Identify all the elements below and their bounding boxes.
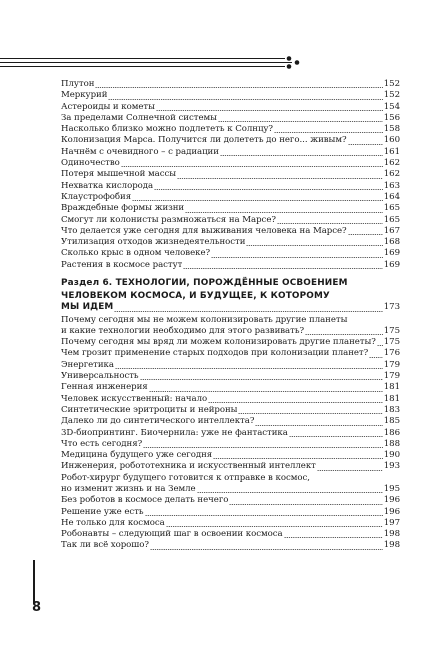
toc-entry-title: Что есть сегодня? (61, 438, 143, 449)
dot-leader (348, 234, 383, 235)
toc-entry-title: Что делается уже сегодня для выживания человека на Марсе? (61, 225, 347, 236)
toc-entry-page: 198 (383, 540, 400, 551)
toc-entry-page: 196 (383, 495, 400, 506)
toc-entry-page: 161 (383, 146, 400, 157)
toc-entry-what-today[interactable] (61, 439, 400, 450)
dot-leader (377, 345, 383, 346)
dot-leader (150, 549, 383, 550)
dot-leader (289, 436, 383, 437)
dot-leader (305, 334, 383, 335)
dot-leader (284, 537, 383, 538)
toc-entry-page: 195 (383, 483, 400, 494)
toc-entry-page: 193 (383, 461, 400, 472)
toc-entry-mercury[interactable] (61, 90, 400, 101)
toc-entry-claustrophobia[interactable] (61, 192, 400, 203)
toc-entry-title: Потеря мышечной массы (61, 169, 177, 180)
toc-entry-muscle-loss[interactable] (61, 169, 400, 180)
dot-leader (149, 391, 383, 392)
toc-entry-title: За пределами Солнечной системы (61, 112, 217, 123)
toc-entry-pluto[interactable] (61, 79, 400, 90)
toc-entry-title: Смогут ли колонисты размножаться на Марсе? (61, 214, 276, 225)
toc-entry-waste[interactable] (61, 237, 400, 248)
dot-leader (255, 425, 382, 426)
toc-entry-title: Медицина будущего уже сегодня (61, 450, 213, 461)
toc-entry-title: Решение уже есть (61, 506, 144, 517)
toc-entry-title: Почему сегодня мы не можем колонизировать другие планеты (61, 314, 348, 325)
toc-entry-title: Одиночество (61, 158, 120, 169)
toc-entry-title: Так ли всё хорошо? (61, 540, 149, 551)
toc-entry-title: но изменит жизнь и на Земле (61, 483, 196, 494)
toc-entry-artificial-human[interactable] (61, 394, 400, 405)
dot-leader (156, 110, 383, 111)
toc-entry-page: 156 (383, 112, 400, 123)
toc-entry-asteroids[interactable] (61, 102, 400, 113)
toc-entry-page: 169 (383, 259, 400, 270)
toc-entry-page: 162 (383, 169, 400, 180)
dot-leader (246, 245, 382, 246)
toc-entry-page: 162 (383, 158, 400, 169)
toc-entry-energy[interactable] (61, 360, 400, 371)
dot-leader (277, 223, 383, 224)
dot-leader (369, 357, 383, 358)
dot-leader (115, 368, 383, 369)
toc-entry-page: 175 (383, 337, 400, 348)
dot-leader (274, 132, 383, 133)
toc-entry-page: 197 (383, 517, 400, 528)
dot-leader (348, 144, 383, 145)
toc-entry-robot-surgeon[interactable] (61, 473, 400, 496)
toc-entry-title: Утилизация отходов жизнедеятельности (61, 237, 246, 248)
toc-entry-title: Универсальность (61, 371, 139, 382)
toc-entry-title: Начнём с очевидного – с радиации (61, 146, 219, 157)
toc-entry-page: 198 (383, 529, 400, 540)
dot-leader (220, 155, 383, 156)
toc-entry-title: Враждебные формы жизни (61, 203, 185, 214)
toc-entry-title: Энергетика (61, 359, 114, 370)
toc-entry-no-robots[interactable] (61, 495, 400, 506)
section-title-line: МЫ ИДЁМ (61, 302, 114, 313)
toc-entry-page: 179 (383, 359, 400, 370)
toc-entry-robonauts[interactable] (61, 529, 400, 540)
toc-entry-unlikely-colonize[interactable] (61, 337, 400, 348)
toc-entry-title: Сколько крыс в одном человеке? (61, 248, 211, 259)
toc-entry-survival-today[interactable] (61, 226, 400, 237)
dot-leader (238, 413, 382, 414)
toc-entry-solution[interactable] (61, 507, 400, 518)
toc-entry-title: Робот-хирург будущего готовится к отправке в космос, (61, 472, 310, 483)
toc-entry-page: 163 (383, 180, 400, 191)
header-decoration (0, 0, 443, 80)
toc-entry-synthetic-intellect[interactable] (61, 416, 400, 427)
table-of-contents (61, 79, 400, 552)
toc-entry-mars-colonization[interactable] (61, 135, 400, 146)
toc-entry-title: Инженерия, робототехника и искусственный интеллект (61, 461, 316, 472)
toc-entry-all-good[interactable] (61, 540, 400, 551)
toc-entry-rats[interactable] (61, 248, 400, 259)
toc-entry-page: 190 (383, 450, 400, 461)
toc-entry-page: 165 (383, 214, 400, 225)
toc-entry-title: Человек искусственный: начало (61, 393, 208, 404)
dot-leader (108, 99, 382, 100)
toc-entry-page: 188 (383, 438, 400, 449)
toc-entry-loneliness[interactable] (61, 158, 400, 169)
toc-entry-title: Синтетические эритроциты и нейроны (61, 404, 238, 415)
toc-entry-radiation[interactable] (61, 147, 400, 158)
page-margin-bar (33, 560, 35, 604)
toc-entry-title: Генная инженерия (61, 382, 148, 393)
toc-entry-title: Плутон (61, 79, 95, 89)
toc-entry-page: 160 (383, 135, 400, 146)
dot-leader (145, 515, 383, 516)
dot-leader (317, 470, 383, 471)
dot-leader (213, 458, 383, 459)
toc-entry-page: 179 (383, 371, 400, 382)
toc-entry-page: 176 (383, 348, 400, 359)
toc-entry-title: Колонизация Марса. Получится ли долететь до него... живым? (61, 135, 347, 146)
dot-leader (229, 504, 382, 505)
toc-entry-title: Нехватка кислорода (61, 180, 154, 191)
dot-leader (95, 87, 382, 88)
toc-entry-page: 168 (383, 237, 400, 248)
toc-entry-page: 181 (383, 393, 400, 404)
toc-entry-title: Робонавты – следующий шаг в освоении космоса (61, 529, 283, 540)
dot-leader (208, 402, 383, 403)
dot-leader (183, 268, 382, 269)
page-number: 8 (32, 600, 42, 615)
toc-entry-bioprinting[interactable] (61, 428, 400, 439)
toc-section-6[interactable] (61, 277, 400, 313)
dot-leader (197, 492, 383, 493)
dot-leader (154, 189, 383, 190)
toc-entry-title: Почему сегодня мы вряд ли можем колонизировать другие планеты? (61, 337, 376, 348)
dot-leader (177, 178, 383, 179)
toc-entry-not-only-space[interactable] (61, 518, 400, 529)
toc-entry-page: 158 (383, 124, 400, 135)
toc-entry-page: 169 (383, 248, 400, 259)
dot-leader (211, 257, 383, 258)
section-title-line: Раздел 6. ТЕХНОЛОГИИ, ПОРОЖДЁННЫЕ ОСВОЕНИЕМ (61, 278, 348, 289)
toc-entry-page: 181 (383, 382, 400, 393)
dot-leader (114, 311, 382, 312)
toc-entry-reproduction[interactable] (61, 215, 400, 226)
toc-entry-synthetic-cells[interactable] (61, 405, 400, 416)
toc-entry-page: 175 (383, 325, 400, 336)
toc-entry-title: Меркурий (61, 90, 108, 101)
dot-leader (143, 447, 383, 448)
dot-leader (185, 212, 383, 213)
toc-entry-oxygen[interactable] (61, 181, 400, 192)
toc-entry-title: Чем грозит применение старых подходов при колонизации планет? (61, 348, 369, 359)
toc-entry-title: и какие технологии необходимо для этого развивать? (61, 325, 305, 336)
toc-entry-universality[interactable] (61, 371, 400, 382)
toc-entry-title: Не только для космоса (61, 517, 165, 528)
toc-entry-page: 152 (383, 79, 400, 89)
toc-entry-plants[interactable] (61, 260, 400, 271)
toc-entry-page: 154 (383, 101, 400, 112)
toc-entry-page: 152 (383, 90, 400, 101)
toc-entry-beyond-solar-system[interactable] (61, 113, 400, 124)
dot-leader (132, 200, 383, 201)
toc-entry-hostile-life[interactable] (61, 203, 400, 214)
toc-entry-sun-approach[interactable] (61, 124, 400, 135)
toc-entry-title: Насколько близко можно подлететь к Солнцу? (61, 124, 273, 135)
dot-leader (166, 526, 383, 527)
toc-entry-title: Клаустрофобия (61, 191, 132, 202)
toc-entry-robotics-ai[interactable] (61, 461, 400, 472)
toc-entry-genetic-engineering[interactable] (61, 382, 400, 393)
toc-entry-title: 3D-биопринтинг. Биочернила: уже не фантастика (61, 427, 288, 438)
toc-entry-page: 186 (383, 427, 400, 438)
toc-entry-page: 164 (383, 191, 400, 202)
toc-entry-page: 173 (383, 302, 400, 313)
toc-entry-title: Астероиды и кометы (61, 101, 155, 112)
dot-leader (140, 379, 383, 380)
toc-entry-page: 167 (383, 225, 400, 236)
toc-entry-old-approaches[interactable] (61, 348, 400, 359)
toc-entry-page: 196 (383, 506, 400, 517)
toc-entry-page: 165 (383, 203, 400, 214)
toc-entry-why-cannot-colonize[interactable] (61, 315, 400, 338)
dot-leader (218, 121, 383, 122)
toc-entry-future-medicine[interactable] (61, 450, 400, 461)
toc-entry-title: Далеко ли до синтетического интеллекта? (61, 416, 255, 427)
dot-leader (121, 166, 383, 167)
toc-entry-title: Без роботов в космосе делать нечего (61, 495, 229, 506)
toc-entry-page: 183 (383, 404, 400, 415)
toc-entry-title: Растения в космосе растут (61, 259, 183, 270)
toc-entry-page: 185 (383, 416, 400, 427)
section-title-line: ЧЕЛОВЕКОМ КОСМОСА, И БУДУЩЕЕ, К КОТОРОМУ (61, 290, 330, 301)
